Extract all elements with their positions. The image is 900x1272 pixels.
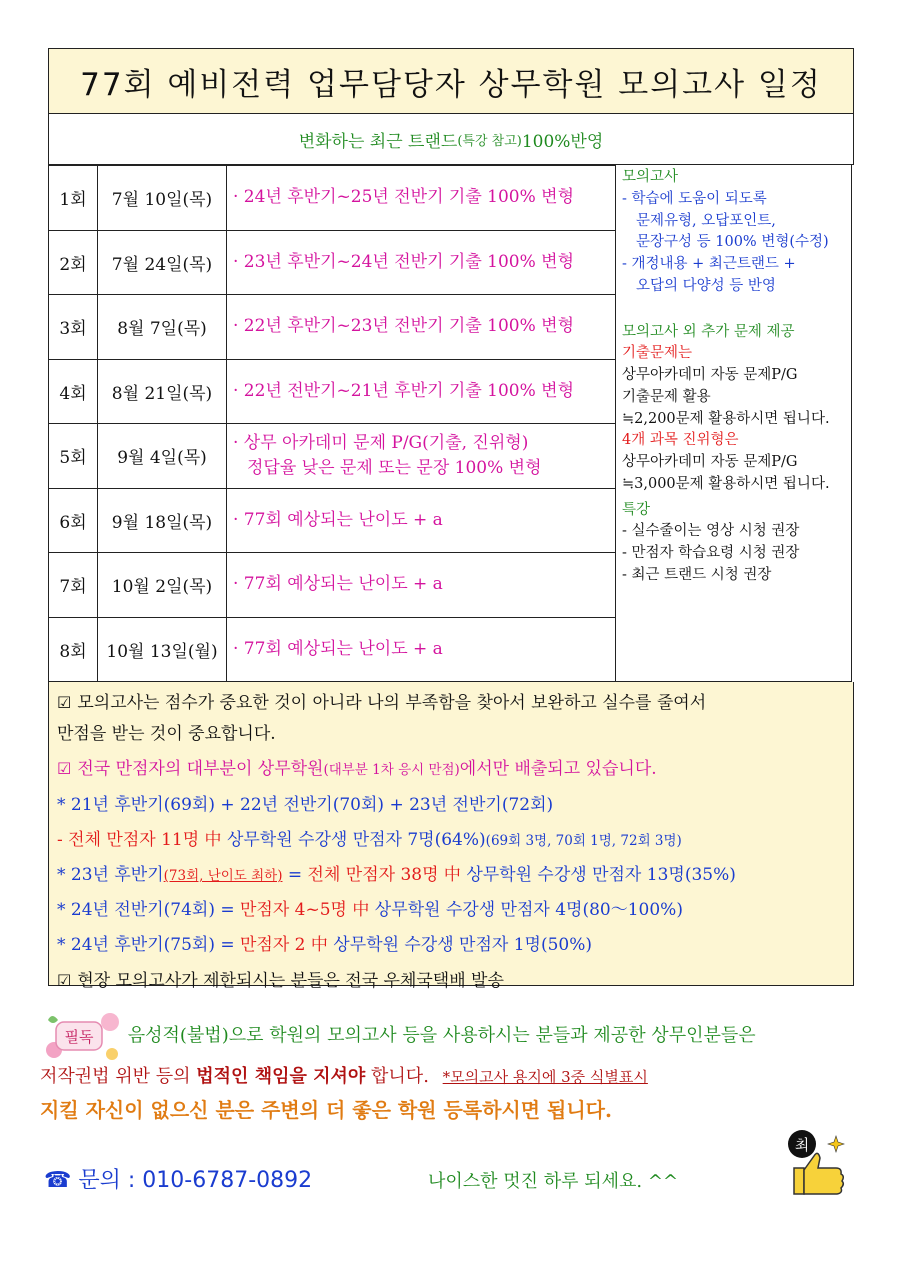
session-description: · 23년 후반기~24년 전반기 기출 100% 변형	[227, 230, 616, 295]
badge-text: 필독	[64, 1028, 94, 1046]
schedule-grid	[48, 165, 854, 682]
session-number: 8회	[49, 617, 98, 682]
stat-academy: 상무학원 수강생 만점자 4명(80～100%)	[374, 900, 683, 921]
stat-period: * 24년 전반기(74회) =	[57, 900, 240, 921]
side-heading-true-false: 4개 과목 진위형은	[622, 432, 739, 449]
side-text: 상무아카데미 자동 문제P/G	[622, 367, 798, 383]
stat-period: * 24년 후반기(75회) =	[57, 935, 240, 956]
subtitle	[48, 114, 854, 165]
stat-total: 만점자 2 中	[240, 935, 334, 956]
session-date: 10월 13일(월)	[98, 617, 227, 682]
table-row	[49, 166, 616, 231]
side-info-panel	[616, 165, 852, 682]
warning-text: 합니다.	[365, 1066, 429, 1087]
stat-eq: =	[282, 864, 308, 885]
session-number: 5회	[49, 424, 98, 489]
stat-note: (73회, 난이도 최하)	[163, 867, 283, 884]
side-text: ≒2,200문제 활용하시면 됩니다.	[622, 410, 830, 427]
side-heading-past-exams: 기출문제는	[622, 345, 693, 362]
table-row	[49, 424, 616, 489]
warning-text-strong: 법적인 책임을 지셔야	[196, 1066, 366, 1087]
subtitle-note: (특강 참고)	[457, 133, 522, 149]
stat-line	[57, 858, 845, 893]
table-row	[49, 617, 616, 682]
side-text: - 최근 트랜드 시청 권장	[622, 566, 772, 583]
note-item	[57, 964, 845, 999]
session-date: 10월 2일(목)	[98, 553, 227, 618]
session-description-line2: 정답율 낮은 문제 또는 문장 100% 변형	[247, 457, 542, 478]
stat-line: * 21년 후반기(69회) + 22년 전반기(70회) + 23년 전반기(72회)	[57, 794, 554, 815]
session-description: · 22년 전반기~21년 후반기 기출 100% 변형	[227, 359, 616, 424]
table-row	[49, 359, 616, 424]
stat-academy: 상무학원 수강생 만점자 7명(64%)	[226, 829, 486, 850]
stat-detail: (69회 3명, 70회 1명, 72회 3명)	[485, 832, 682, 849]
session-date: 8월 21일(목)	[98, 359, 227, 424]
table-row	[49, 553, 616, 618]
side-text: 기출문제 활용	[622, 388, 711, 405]
note-item	[57, 686, 845, 721]
stat-line	[57, 823, 845, 858]
note-text: 현장 모의고사가 제한되시는 분들은 전국 우체국택배 발송	[77, 970, 504, 991]
checkbox-icon: ☑	[57, 970, 72, 990]
warning-text: 저작권법 위반 등의	[40, 1066, 197, 1087]
note-text: 에서만 배출되고 있습니다.	[459, 759, 657, 780]
warning-text-bold: 지킬 자신이 없으신 분은 주변의 더 좋은 학원 등록하시면 됩니다.	[40, 1097, 612, 1122]
session-description	[227, 424, 616, 489]
warning-section	[40, 1010, 870, 1127]
stat-line	[57, 928, 845, 963]
side-heading-lecture: 특강	[622, 501, 651, 518]
session-date: 9월 4일(목)	[98, 424, 227, 489]
side-text: - 만점자 학습요령 시청 권장	[622, 545, 800, 561]
session-description: · 77회 예상되는 난이도 + a	[227, 488, 616, 553]
session-number: 1회	[49, 166, 98, 231]
session-date: 8월 7일(목)	[98, 295, 227, 360]
checkbox-icon: ☑	[57, 759, 72, 779]
note-text: 모의고사는 점수가 중요한 것이 아니라 나의 부족함을 찾아서 보완하고 실수를 줄여서	[77, 693, 707, 713]
identification-note: *모의고사 용지에 3중 식별표시	[442, 1068, 648, 1086]
side-bullet-cont: 문장구성 등 100% 변형(수정)	[636, 234, 829, 251]
note-item-cont: 만점을 받는 것이 중요합니다.	[57, 724, 276, 745]
session-number: 2회	[49, 230, 98, 295]
page-title: 77회 예비전력 업무담당자 상무학원 모의고사 일정	[48, 48, 854, 114]
side-bullet: - 학습에 도움이 되도록	[622, 190, 767, 207]
table-row	[49, 295, 616, 360]
stat-period: * 23년 후반기	[57, 864, 164, 885]
session-date: 7월 24일(목)	[98, 230, 227, 295]
session-number: 6회	[49, 488, 98, 553]
side-text: ≒3,000문제 활용하시면 됩니다.	[622, 475, 830, 492]
greeting-text: 나이스한 멋진 하루 되세요. ^^	[428, 1171, 679, 1192]
note-text-small: (대부분 1차 응시 만점)	[323, 762, 460, 779]
side-bullet-cont: 문제유형, 오답포인트,	[636, 212, 776, 229]
stat-academy: 상무학원 수강생 만점자 1명(50%)	[333, 935, 593, 956]
session-description: · 77회 예상되는 난이도 + a	[227, 553, 616, 618]
stat-total: - 전체 만점자 11명 中	[57, 829, 227, 850]
table-row	[49, 488, 616, 553]
note-text: 전국 만점자의 대부분이 상무학원	[77, 759, 324, 780]
stat-line	[57, 893, 845, 928]
note-item	[57, 752, 845, 787]
stat-total: 전체 만점자 38명 中	[307, 864, 467, 885]
side-bullet-cont: 오답의 다양성 등 반영	[636, 277, 776, 294]
session-description: · 77회 예상되는 난이도 + a	[227, 617, 616, 682]
checkbox-icon: ☑	[57, 693, 72, 712]
session-description: · 24년 후반기~25년 전반기 기출 100% 변형	[227, 166, 616, 231]
schedule-table	[48, 165, 616, 682]
stat-total: 만점자 4~5명 中	[240, 900, 375, 921]
sticker-text: 최	[794, 1136, 810, 1154]
side-text: 상무아카데미 자동 문제P/G	[622, 454, 798, 470]
notes-box	[48, 682, 854, 991]
must-read-badge-icon	[40, 1010, 122, 1062]
session-number: 7회	[49, 553, 98, 618]
session-date: 7월 10일(목)	[98, 166, 227, 231]
side-heading-extra: 모의고사 외 추가 문제 제공	[622, 323, 795, 340]
session-description-line1: · 상무 아카데미 문제 P/G(기출, 진위형)	[233, 433, 529, 454]
subtitle-end: 100%반영	[521, 131, 604, 152]
side-bullet: - 개정내용 + 최근트랜드 +	[622, 256, 796, 272]
side-text: - 실수줄이는 영상 시청 권장	[622, 523, 800, 540]
warning-line-2	[40, 1062, 870, 1093]
thumbs-up-icon	[780, 1128, 852, 1200]
schedule-sheet	[48, 48, 854, 991]
contact-phone[interactable]: ☎ 문의 : 010-6787-0892	[44, 1168, 313, 1193]
warning-line-1	[40, 1010, 870, 1062]
side-heading-mock-exam: 모의고사	[622, 169, 679, 185]
table-row	[49, 230, 616, 295]
warning-text: 음성적(불법)으로 학원의 모의고사 등을 사용하시는 분들과 제공한 상무인분들은	[127, 1025, 756, 1046]
stat-academy: 상무학원 수강생 만점자 13명(35%)	[466, 864, 736, 885]
session-number: 4회	[49, 359, 98, 424]
session-number: 3회	[49, 295, 98, 360]
session-date: 9월 18일(목)	[98, 488, 227, 553]
subtitle-main: 변화하는 최근 트랜드	[298, 131, 458, 152]
session-description: · 22년 후반기~23년 전반기 기출 100% 변형	[227, 295, 616, 360]
